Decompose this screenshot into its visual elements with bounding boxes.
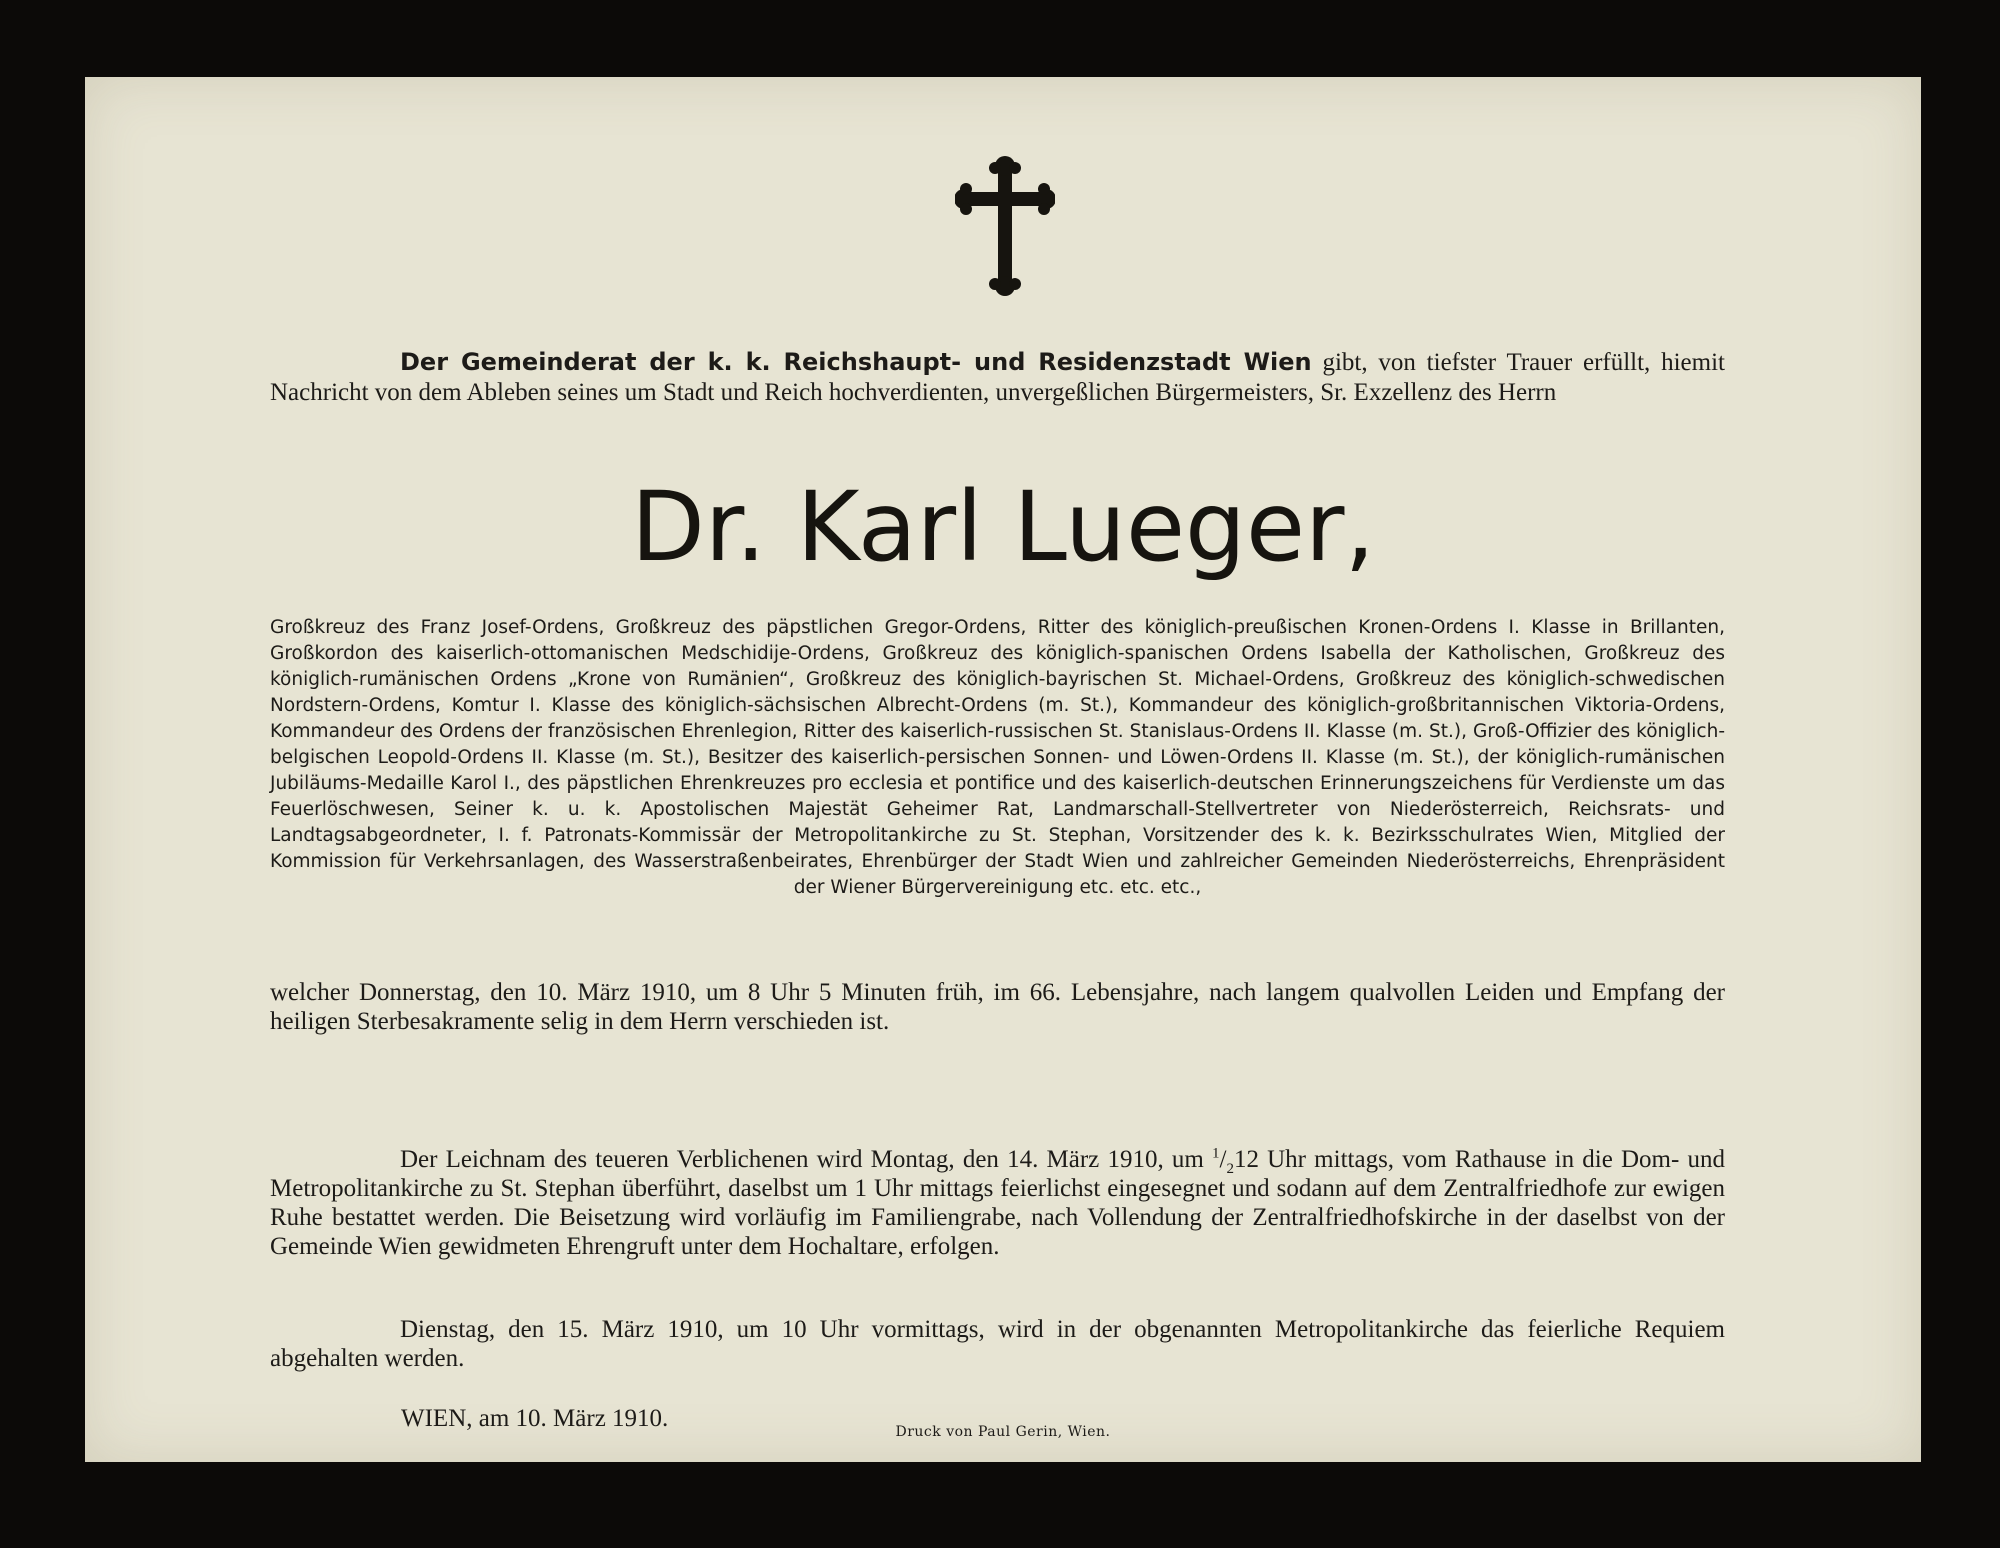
funeral-text-end: 12 Uhr mittags, vom Rathause in die Dom- und Metropolitankirche zu St. Stephan überführt, daselbst um 1 Uhr mittags feierlichst eingesegnet und sodann auf dem Zentralfriedhofe zur ewigen Ruhe bestattet werden. Die Beisetzung wird vorläufig im Familiengrabe, nach Vollendung der Zentralfriedhofskirche in der daselbst von der Gemeinde Wien gewidmeten Ehrengruft unter dem Hochaltare, erfolgen. [270, 1146, 1725, 1260]
cross-icon [955, 155, 1055, 297]
lead-capital: D [400, 348, 420, 376]
council-name: er Gemeinderat der k. k. Reichshaupt- und Residenzstadt Wien [419, 348, 1312, 376]
death-paragraph: welcher Donnerstag, den 10. März 1910, um 8 Uhr 5 Minuten früh, im 66. Lebensjahre, nach langem qualvollen Leiden und Empfang der heiligen Sterbesakramente selig in dem Herrn verschieden ist. [270, 979, 1725, 1035]
intro-paragraph [270, 347, 1725, 408]
requiem-paragraph: Dienstag, den 15. März 1910, um 10 Uhr vormittags, wird in der obgenannten Metropolitankirche das feierliche Requiem abgehalten werden. [270, 1316, 1725, 1372]
dateline: WIEN, am 10. März 1910. [401, 1405, 669, 1432]
funeral-paragraph: Der Leichnam des teueren Verblichenen wird Montag, den 14. März 1910, um $^1/_212$ Uhr mittags, vom Rathause in die Dom- und Metropolitankirche zu St. Stephan überführt, daselbst um 1 Uhr mittags feierlichst eingesegnet und sodann auf dem Zentralfriedhofe zur ewigen Ruhe bestattet werden. Die Beisetzung wird vorläufig im Familiengrabe, nach Vollendung der Zentralfriedhofskirche in der daselbst von der Gemeinde Wien gewidmeten Ehrengruft unter dem Hochaltare, erfolgen. [270, 1145, 1725, 1260]
fraction-numerator: 1 [1212, 1145, 1220, 1162]
intro-text: gibt, von tiefster Trauer erfüllt, hiemit Nachricht von dem Ableben seines um Stadt und Reich hochverdienten, unvergeßlichen Bürgermeisters, Sr. Exzellenz des Herrn [270, 349, 1725, 406]
fraction-denominator: 2 [1226, 1161, 1234, 1177]
deceased-name: Dr. Karl Lueger, [630, 471, 1376, 583]
funeral-text-start: Der Leichnam des teueren Verblichenen wird Montag, den 14. März 1910, um [400, 1146, 1212, 1173]
honors-list: Großkreuz des Franz Josef-Ordens, Großkreuz des päpstlichen Gregor-Ordens, Ritter des königlich-preußischen Kronen-Ordens I. Klasse in Brillanten, Großkordon des kaiserlich-ottomanischen Medschidije-Ordens, Großkreuz des königlich-spanischen Ordens Isabella der Katholischen, Großkreuz des königlich-rumänischen Ordens „Krone von Rumänien“, Großkreuz des königlich-bayrischen St. Michael-Ordens, Großkreuz des königlich-schwedischen Nordstern-Ordens, Komtur I. Klasse des königlich-sächsischen Albrecht-Ordens (m. St.), Kommandeur des königlich-großbritannischen Viktoria-Ordens, Kommandeur des Ordens der französischen Ehrenlegion, Ritter des kaiserlich-russischen St. Stanislaus-Ordens II. Klasse (m. St.), Groß-Offizier des königlich-belgischen Leopold-Ordens II. Klasse (m. St.), Besitzer des kaiserlich-persischen Sonnen- und Löwen-Ordens II. Klasse (m. St.), der königlich-rumänischen Jubiläums-Medaille Karol I., des päpstlichen Ehrenkreuzes pro ecclesia et pontifice und des kaiserlich-deutschen Erinnerungszeichens für Verdienste um das Feuerlöschwesen, Seiner k. u. k. Apostolischen Majestät Geheimer Rat, Landmarschall-Stellvertreter von Niederösterreich, Reichsrats- und Landtagsabgeordneter, I. f. Patronats-Kommissär der Metropolitankirche zu St. Stephan, Vorsitzender des k. k. Bezirksschulrates Wien, Mitglied der Kommission für Verkehrsanlagen, des Wasserstraßenbeirates, Ehrenbürger der Stadt Wien und zahlreicher Gemeinden Niederösterreichs, Ehrenpräsident der Wiener Bürgervereinigung etc. etc. etc., [270, 617, 1725, 898]
printer-imprint: Druck von Paul Gerin, Wien. [895, 1424, 1111, 1440]
obituary-notice [85, 77, 1921, 1462]
